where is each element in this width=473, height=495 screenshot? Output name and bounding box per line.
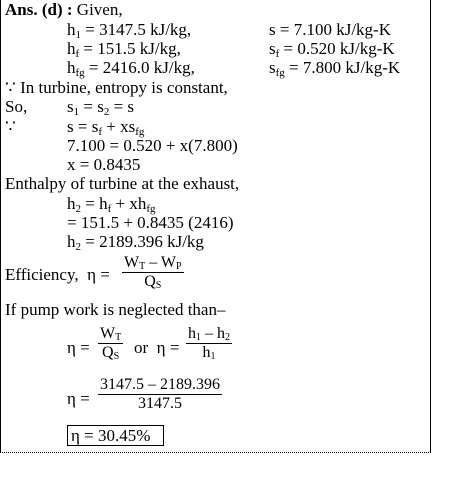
given-hf: $h_f = 151.5$ kJ/kg, — [67, 39, 181, 60]
numeric-numerator: 3147.5 – 2189.396 — [100, 376, 220, 393]
given-sfg: $s_{fg} = 7.800$ kJ/kg-K — [269, 58, 401, 79]
answer-label: Ans. (d) : — [5, 0, 73, 19]
numeric-fraction — [98, 376, 222, 413]
numeric-equation: 7.100 = 0.520 + x(7.800) — [67, 136, 238, 155]
entropy-equation: $s = s_f + xs_{fg}$ — [67, 117, 145, 138]
dryness-fraction: x = 0.8435 — [67, 155, 141, 174]
efficiency-numerator: $W_T - W_P$ — [124, 254, 182, 272]
given-s: s = 7.100 kJ/kg-K — [269, 20, 391, 39]
efficiency-fraction — [122, 254, 184, 291]
or-eta-equals: or η = — [134, 338, 180, 357]
heat-denominator: $Q_S$ — [98, 343, 123, 362]
given-label: Given, — [76, 0, 123, 19]
final-answer: η = 30.45% — [71, 426, 151, 445]
eta-equals-2: η = — [67, 389, 90, 408]
pump-work-line: If pump work is neglected than– — [5, 300, 226, 319]
because-symbol: ∵ — [5, 117, 16, 136]
h2-calculation: = 151.5 + 0.8435 (2416) — [67, 213, 234, 232]
so-equation: $s_1 = s_2 = s$ — [67, 97, 135, 118]
h2-definition: $h_2 = h_f + xh_{fg}$ — [67, 194, 156, 215]
work-numerator: $W_T$ — [100, 325, 122, 343]
enthalpy-fraction — [186, 325, 232, 362]
enthalpy-numerator: $h_1 - h_2$ — [188, 325, 230, 343]
h2-result: $h_2 = 2189.396$ kJ/kg — [67, 232, 204, 253]
given-h1: $h_1 = 3147.5$ kJ/kg, — [67, 20, 192, 41]
answer-line — [5, 0, 123, 19]
given-hfg: $h_{fg} = 2416.0$ kJ/kg, — [67, 58, 195, 79]
efficiency-label: Efficiency, η = — [5, 265, 110, 284]
enthalpy-heading: Enthalpy of turbine at the exhaust, — [5, 174, 240, 193]
entropy-constant-line: ∵ In turbine, entropy is constant, — [5, 78, 228, 97]
eta-equals-1: η = — [67, 338, 90, 357]
work-heat-fraction — [98, 325, 123, 362]
efficiency-denominator: $Q_S$ — [122, 272, 184, 291]
enthalpy-denominator: $h_1$ — [186, 343, 232, 362]
so-label: So, — [5, 97, 28, 116]
frame-bottom-border — [0, 452, 431, 453]
given-sf: $s_f = 0.520$ kJ/kg-K — [269, 39, 395, 60]
numeric-denominator: 3147.5 — [98, 394, 222, 413]
